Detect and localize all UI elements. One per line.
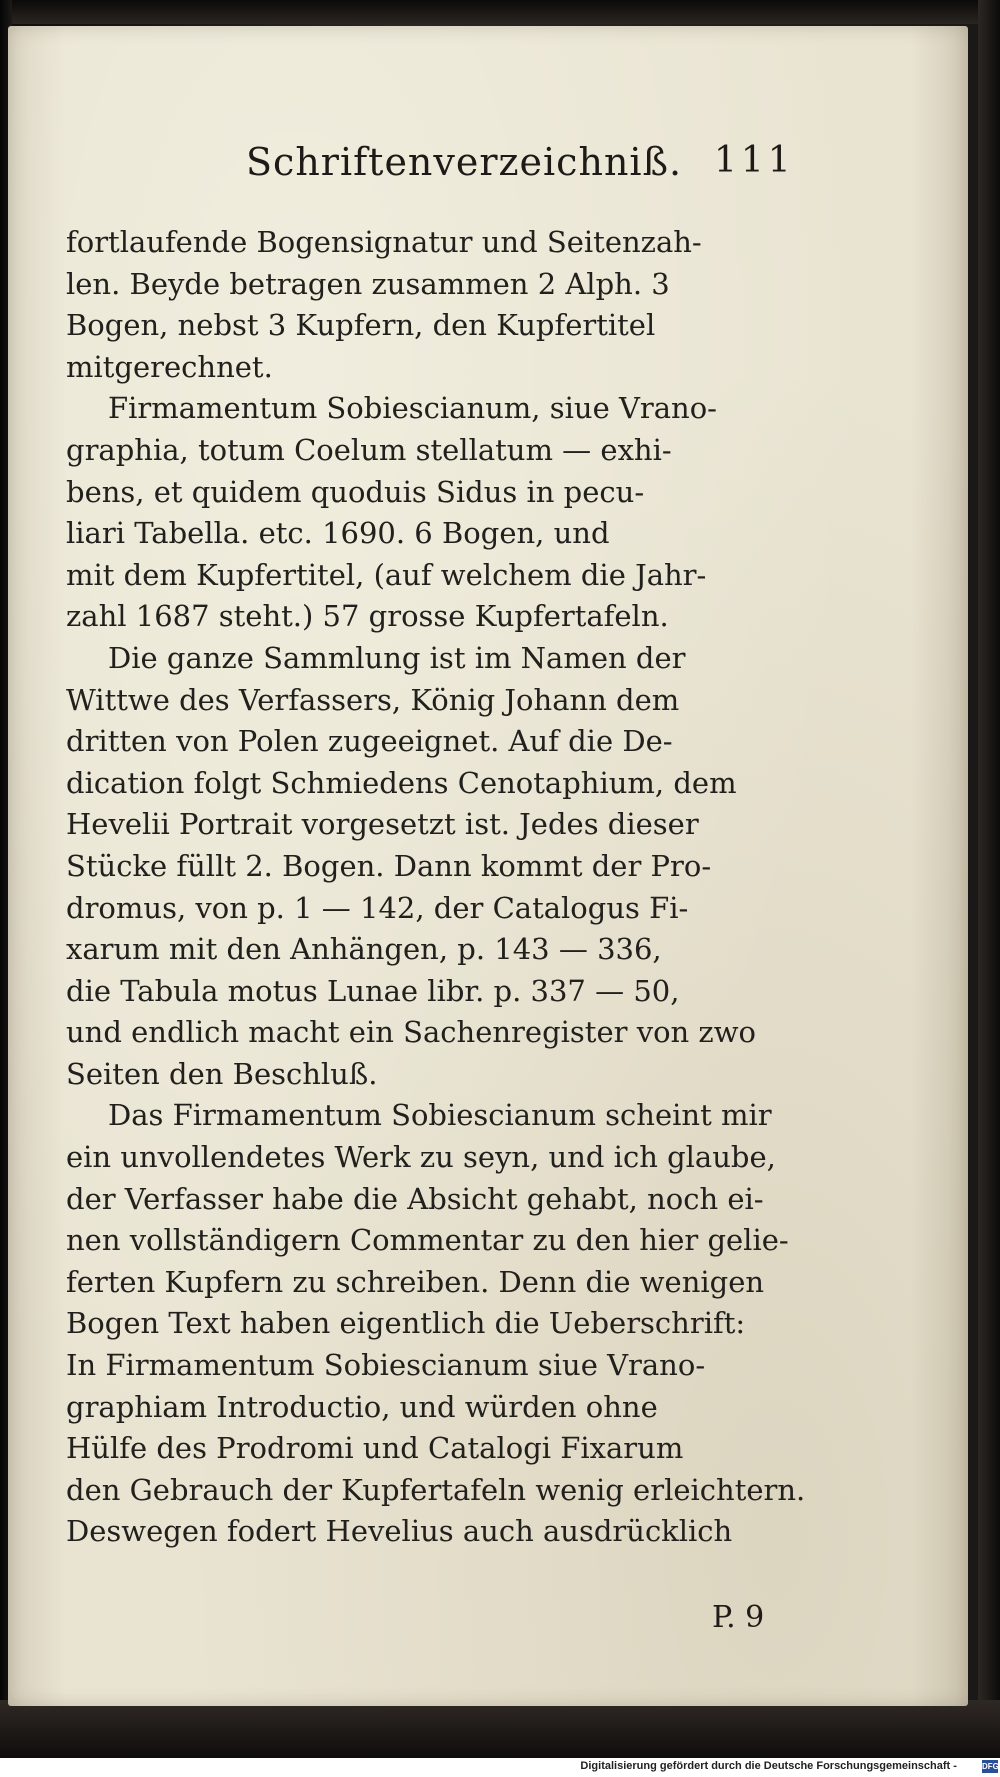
book-edge-right <box>978 0 1000 1777</box>
text-line: Die ganze Sammlung ist im Namen der <box>108 640 686 675</box>
text-line: mit dem Kupfertitel, (auf welchem die Jahr- <box>66 557 707 592</box>
text-line: ferten Kupfern zu schreiben. Denn die wenigen <box>66 1264 765 1299</box>
text-line: Wittwe des Verfassers, König Johann dem <box>66 682 680 717</box>
text-line: liari Tabella. etc. 1690. 6 Bogen, und <box>66 516 610 551</box>
text-line: graphia, totum Coelum stellatum — exhi- <box>66 432 672 467</box>
text-line: die Tabula motus Lunae libr. p. 337 — 50, <box>66 973 680 1008</box>
page-header <box>246 120 806 200</box>
page-number: 111 <box>714 140 795 181</box>
text-line: dication folgt Schmiedens Cenotaphium, dem <box>66 765 737 800</box>
text-line: Bogen Text haben eigentlich die Ueberschrift: <box>66 1306 746 1341</box>
text-line: der Verfasser habe die Absicht gehabt, noch ei- <box>66 1181 764 1216</box>
catchword: P. 9 <box>712 1600 765 1635</box>
text-line: Seiten den Beschluß. <box>66 1056 378 1091</box>
text-line: und endlich macht ein Sachenregister von zwo <box>66 1015 756 1050</box>
text-line: bens, et quidem quoduis Sidus in pecu- <box>66 474 645 509</box>
text-line: Bogen, nebst 3 Kupfern, den Kupfertitel <box>66 308 656 343</box>
text-line: Deswegen fodert Hevelius auch ausdrücklich <box>66 1514 733 1549</box>
funding-credit-text: Digitalisierung gefördert durch die Deutsche Forschungsgemeinschaft - <box>580 1760 957 1772</box>
text-line: fortlaufende Bogensignatur und Seitenzah- <box>66 225 702 259</box>
text-line: ein unvollendetes Werk zu seyn, und ich glaube, <box>66 1140 776 1175</box>
running-title: Schriftenverzeichniß. <box>246 140 683 184</box>
text-line: nen vollständigern Commentar zu den hier gelie- <box>66 1223 789 1258</box>
text-line: In Firmamentum Sobiescianum siue Vrano- <box>66 1348 706 1383</box>
book-bottom-edge <box>0 1700 1000 1758</box>
text-line: graphiam Introductio, und würden ohne <box>66 1389 658 1424</box>
text-line: mitgerechnet. <box>66 349 273 384</box>
text-line: Hülfe des Prodromi und Catalogi Fixarum <box>66 1431 684 1466</box>
text-line: Hevelii Portrait vorgesetzt ist. Jedes dieser <box>66 807 699 842</box>
text-line: dromus, von p. 1 — 142, der Catalogus Fi- <box>66 890 689 925</box>
text-line: zahl 1687 steht.) 57 grosse Kupfertafeln. <box>66 599 669 634</box>
book-top-edge <box>0 0 1000 24</box>
text-line: len. Beyde betragen zusammen 2 Alph. 3 <box>66 266 670 301</box>
text-line: xarum mit den Anhängen, p. 143 — 336, <box>66 932 662 967</box>
text-line: dritten von Polen zugeeignet. Auf die De- <box>66 724 673 759</box>
funding-credit <box>580 1760 980 1772</box>
text-line: Firmamentum Sobiescianum, siue Vrano- <box>108 391 717 426</box>
body-text <box>66 222 806 1553</box>
text-line: Stücke füllt 2. Bogen. Dann kommt der Pro- <box>66 848 712 883</box>
text-line: den Gebrauch der Kupfertafeln wenig erleichtern. <box>66 1472 806 1507</box>
text-line: Das Firmamentum Sobiescianum scheint mir <box>108 1098 772 1133</box>
dfg-logo-icon: DFG <box>982 1762 999 1771</box>
